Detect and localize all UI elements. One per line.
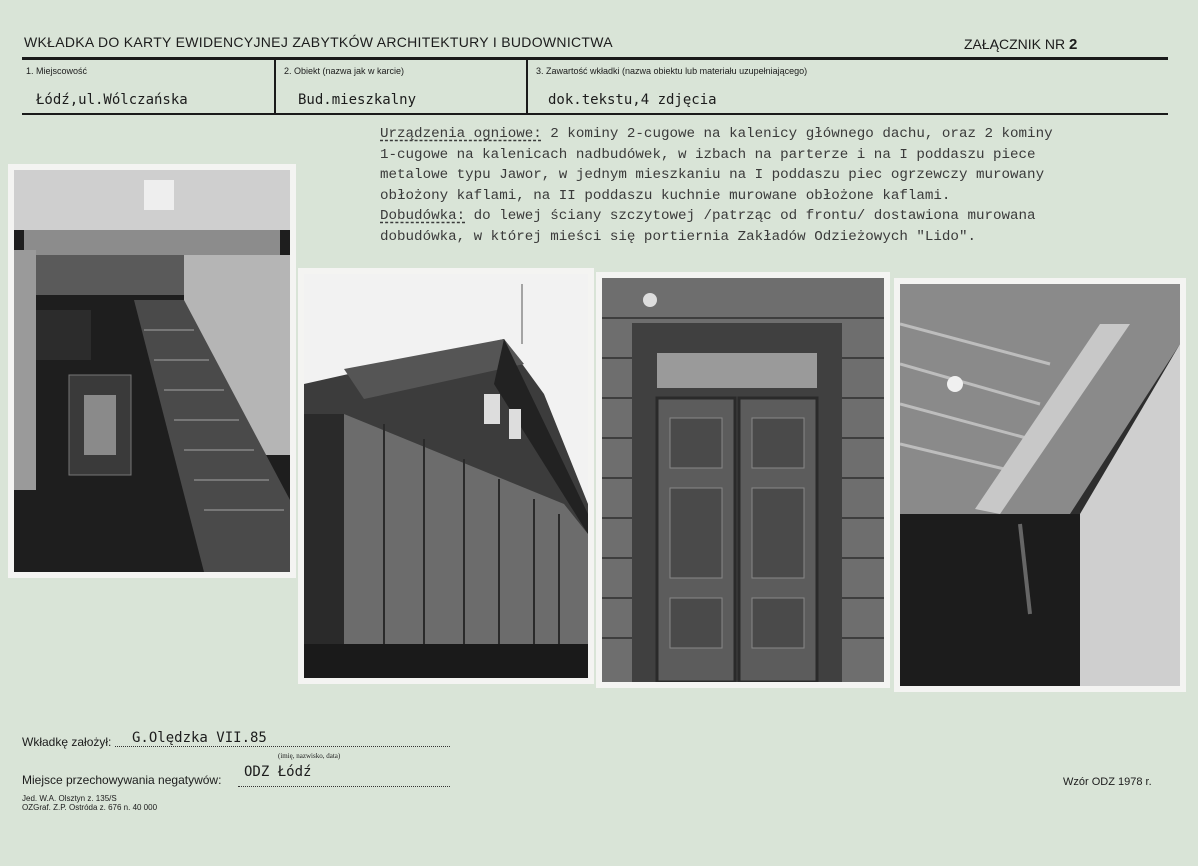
inserted-by-label: Wkładkę założył:: [22, 735, 112, 749]
inserted-by-hint: (imię, nazwisko, data): [278, 752, 341, 760]
negatives-line: [238, 786, 450, 787]
negatives-label: Miejsce przechowywania negatywów:: [22, 773, 222, 787]
object-value: Bud.mieszkalny: [298, 92, 417, 108]
typed-description: [380, 124, 1180, 247]
staircase-image: [14, 170, 290, 572]
print-line-1: Jed. W.A. Olsztyn z. 135/S: [22, 794, 117, 803]
door-image: [602, 278, 884, 682]
locality-label: 1. Miejscowość: [26, 66, 88, 76]
annex-paragraph: [380, 206, 1180, 227]
photo-staircase-interior: [8, 164, 296, 578]
inserted-by-line: [115, 746, 450, 747]
photo-wooden-house-exterior: [298, 268, 594, 684]
annex-line-1: do lewej ściany szczytowej /patrząc od frontu/ dostawiona murowana: [465, 208, 1036, 224]
card-title: WKŁADKA DO KARTY EWIDENCYJNEJ ZABYTKÓW ARCHITEKTURY I BUDOWNICTWA: [24, 34, 613, 50]
annex-label-text: ZAŁĄCZNIK NR: [964, 36, 1066, 52]
contents-label: 3. Zawartość wkładki (nazwa obiektu lub materiału uzupełniającego): [536, 66, 808, 76]
header-rule: [22, 57, 1168, 60]
fields-rule: [22, 113, 1168, 115]
photo-attic-roof-truss: [894, 278, 1186, 692]
exterior-image: [304, 274, 588, 678]
heating-line-1: 2 kominy 2-cugowe na kalenicy głównego dachu, oraz 2 kominy: [541, 126, 1053, 142]
locality-value: Łódź,ul.Wólczańska: [36, 92, 188, 108]
annex-line-2: dobudówka, w której mieści się portiernia Zakładów Odzieżowych "Lido".: [380, 228, 976, 245]
heating-line-2: 1-cugowe na kalenicach nadbudówek, w izbach na parterze i na I poddaszu piece: [380, 146, 1036, 163]
field-divider-2: [526, 60, 528, 114]
object-label: 2. Obiekt (nazwa jak w karcie): [284, 66, 405, 76]
heating-heading: Urządzenia ogniowe:: [380, 126, 542, 142]
negatives-value: ODZ Łódź: [244, 764, 312, 780]
attic-image: [900, 284, 1180, 686]
annex-label: [964, 36, 1077, 53]
annex-number: 2: [1069, 36, 1078, 53]
photo-panelled-double-door: [596, 272, 890, 688]
contents-value: dok.tekstu,4 zdjęcia: [548, 92, 717, 108]
field-divider-1: [274, 60, 276, 114]
annex-heading: Dobudówka:: [380, 208, 466, 224]
print-line-2: OZGraf. Z.P. Ostróda z. 676 n. 40 000: [22, 803, 158, 812]
heating-line-4: obłożony kaflami, na II poddaszu kuchnie murowane obłożone kaflami.: [380, 187, 951, 204]
inserted-by-value: G.Olędzka VII.85: [132, 730, 267, 746]
heating-paragraph: [380, 124, 1180, 145]
template-note: Wzór ODZ 1978 r.: [1063, 776, 1152, 788]
heating-line-3: metalowe typu Jawor, w jednym mieszkaniu na I poddaszu piec ogrzewczy murowany: [380, 167, 1045, 183]
